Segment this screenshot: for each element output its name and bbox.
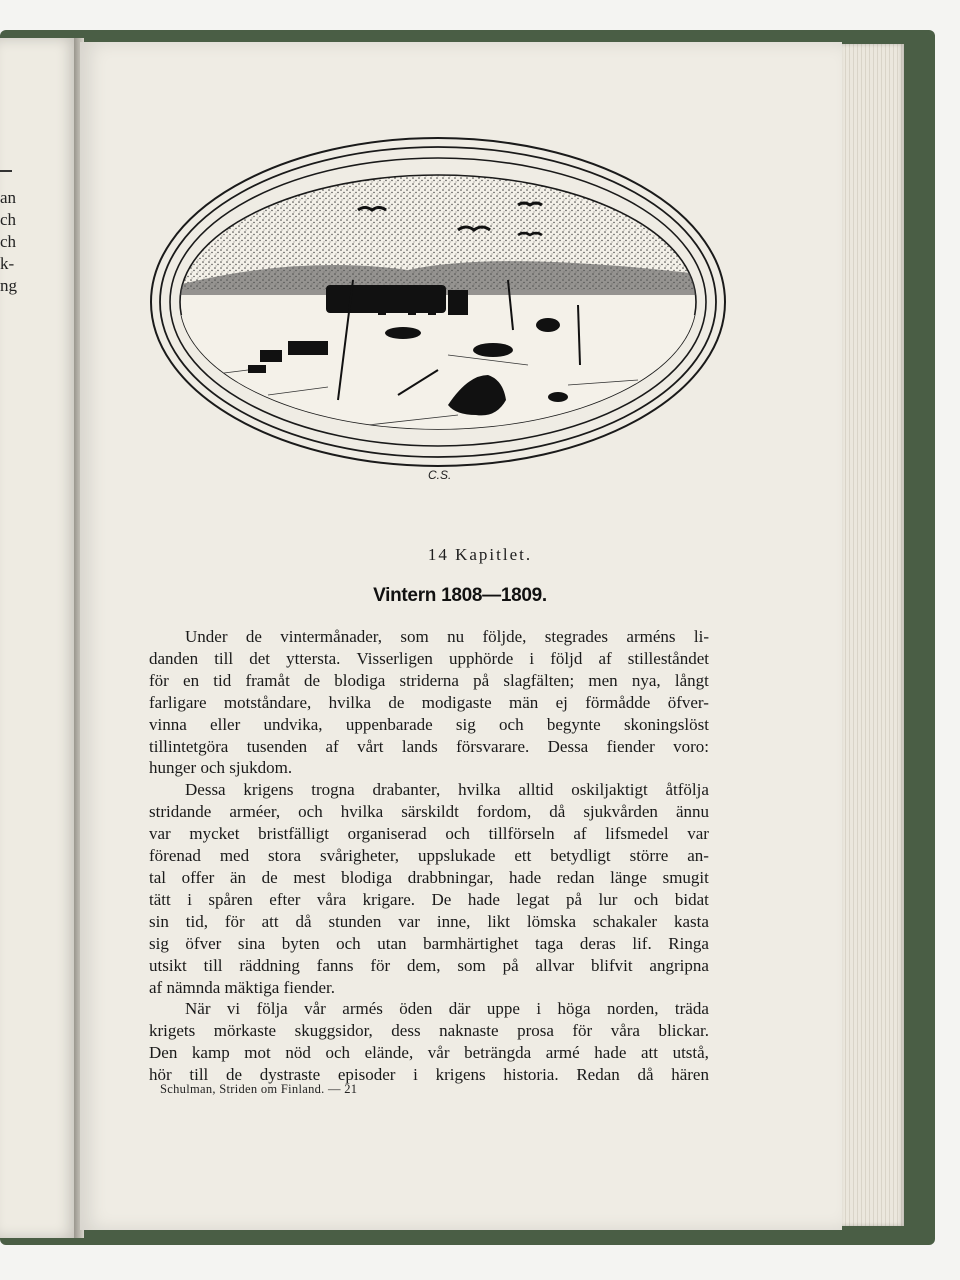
text-line: farligare motståndare, hvilka de modigaste män ej förmådde öfver- — [149, 692, 709, 712]
illustration-signature: C.S. — [428, 468, 452, 482]
left-page-fragment: an — [0, 188, 17, 207]
text-line: sin tid, för att då stunden var inne, likt lömska schakaler kasta — [149, 911, 709, 931]
text-line: förenad med stora svårigheter, uppslukade ett betydligt större an- — [149, 846, 709, 866]
left-page-rule — [0, 170, 12, 172]
text-line: hör till de dystraste episoder i krigens historia. Redan då hären — [149, 1065, 709, 1085]
text-line: När vi följa vår armés öden där uppe i höga norden, träda — [185, 999, 709, 1019]
text-line: tillintetgöra tusenden af vårt lands försvarare. Dessa fiender voro: — [149, 736, 709, 756]
left-page-fragment: ch — [0, 232, 17, 251]
left-page-fragment: ch — [0, 210, 17, 229]
page-edges — [842, 44, 904, 1226]
body-text — [149, 626, 709, 1086]
page-footer: Schulman, Striden om Finland. — 21 — [160, 1082, 358, 1096]
text-line: Dessa krigens trogna drabanter, hvilka alltid oskiljaktigt åtfölja — [185, 780, 709, 800]
text-line: utsikt till räddning fanns för dem, som på allvar blifvit angripna — [149, 955, 709, 975]
text-line: krigets mörkaste skuggsidor, dess naknaste prosa för våra blickar. — [149, 1021, 709, 1041]
text-line: Under de vintermånader, som nu följde, stegrades arméns li- — [185, 627, 709, 646]
left-page-fragment: ng — [0, 276, 17, 295]
text-line: danden till det yttersta. Visserligen upphörde i följd af stilleståndet — [149, 648, 709, 668]
text-line: af nämnda mäktiga fiender. — [149, 977, 335, 997]
text-line: sig öfver sina byten och utan barmhärtighet taga deras lif. Ringa — [149, 933, 709, 953]
left-page-fragment: k- — [0, 254, 15, 273]
chapter-title: Vintern 1808—1809. — [373, 585, 547, 606]
winter-battlefield-illustration — [148, 135, 728, 470]
text-line: var mycket bristfälligt organiserad och tillförseln af lifsmedel var — [149, 824, 709, 844]
chapter-label: 14 Kapitlet. — [427, 545, 533, 564]
text-line: tal offer än de mest blodiga drabbningar, hade redan länge smugit — [149, 867, 709, 887]
text-line: tätt i spåren efter våra krigare. De hade legat på lur och bidat — [149, 889, 709, 909]
left-page — [0, 38, 78, 1238]
text-line: Den kamp mot nöd och elände, vår beträngda armé hade att utstå, — [149, 1043, 709, 1063]
text-line: stridande arméer, och hvilka särskildt fordom, då sjukvården ännu — [149, 802, 709, 822]
text-line: för en tid framåt de blodiga striderna på slagfälten; men nya, långt — [149, 670, 709, 690]
text-line: hunger och sjukdom. — [149, 758, 293, 778]
text-line: vinna eller undvika, uppenbarade sig och begynte skoningslöst — [149, 714, 709, 734]
